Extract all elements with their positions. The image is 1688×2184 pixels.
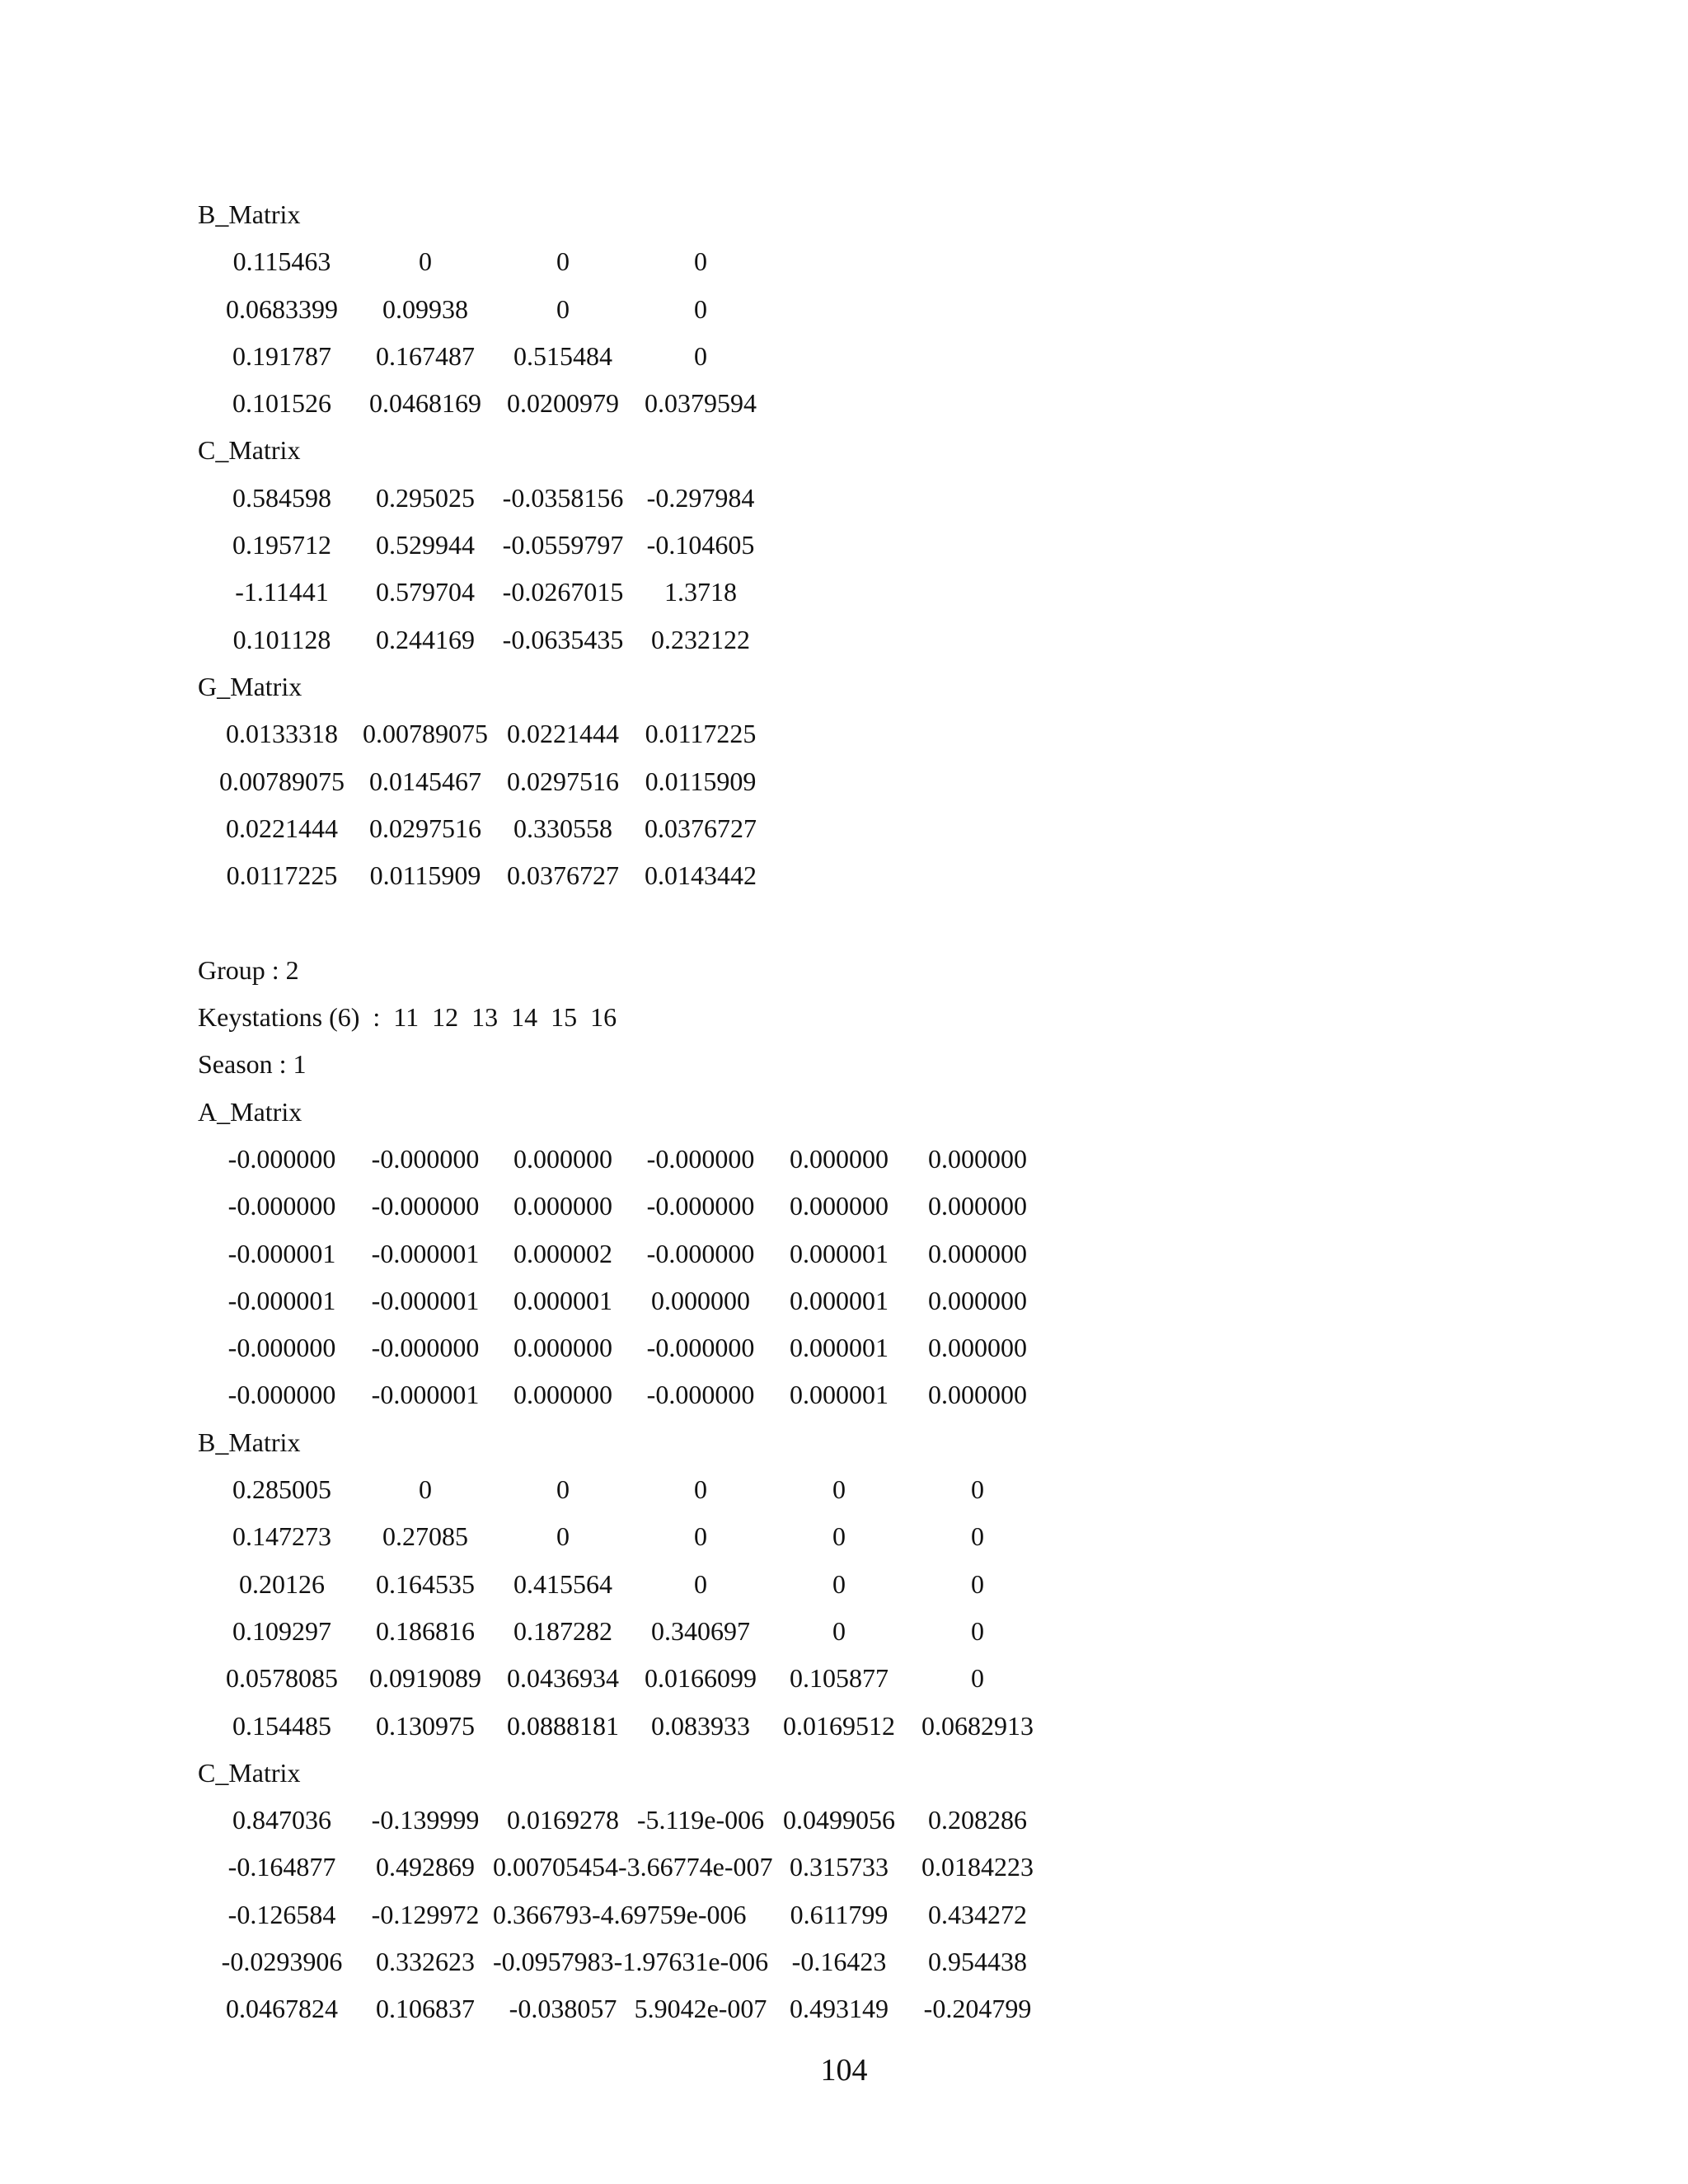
matrix-cell: -0.129972 <box>371 1899 480 1929</box>
matrix-cell: -0.0293906 <box>221 1946 343 1976</box>
matrix-row <box>198 380 757 427</box>
section-label: G_Matrix <box>198 671 302 701</box>
matrix-row <box>198 238 707 285</box>
matrix-row <box>198 710 757 757</box>
matrix-cell: 0.000000 <box>651 1285 750 1315</box>
matrix-cell: 0.130975 <box>376 1710 475 1741</box>
matrix-cell: -0.126584 <box>227 1899 336 1929</box>
matrix-cell: 0.584598 <box>232 482 331 513</box>
matrix-cell: 0 <box>556 246 570 277</box>
matrix-cell: 5.9042e-007 <box>634 1994 767 2024</box>
matrix-row <box>198 569 737 616</box>
matrix-cell: -0.0635435 <box>502 624 624 654</box>
matrix-cell: -0.0358156 <box>502 482 624 513</box>
matrix-row <box>198 1844 1034 1891</box>
matrix-cell: 0 <box>971 1615 984 1646</box>
matrix-cell: -0.104605 <box>646 530 755 560</box>
matrix-cell: 0.208286 <box>928 1805 1027 1835</box>
matrix-row <box>198 1371 1027 1418</box>
matrix-cell: -0.139999 <box>371 1805 480 1835</box>
matrix-cell: 0.105877 <box>790 1663 889 1694</box>
matrix-cell: 0.00789075 <box>219 766 345 796</box>
matrix-cell: 0.0376727 <box>507 860 619 891</box>
matrix-cell: 0.340697 <box>651 1615 750 1646</box>
matrix-cell: 0 <box>971 1663 984 1694</box>
matrix-cell: -0.000000 <box>227 1143 336 1174</box>
matrix-cell: 0.000000 <box>513 1380 612 1410</box>
matrix-cell: 0.232122 <box>651 624 750 654</box>
matrix-cell: 0.315733 <box>790 1852 889 1882</box>
matrix-row <box>198 475 755 522</box>
matrix-cell: -5.119e-006 <box>636 1805 765 1835</box>
matrix-cell: 0.000001 <box>790 1238 889 1268</box>
section-label: A_Matrix <box>198 1096 302 1127</box>
matrix-cell: 0.434272 <box>928 1899 1027 1929</box>
matrix-cell: 0.0166099 <box>645 1663 757 1694</box>
matrix-cell: 0.187282 <box>513 1615 612 1646</box>
matrix-cell: 0.0297516 <box>507 766 619 796</box>
matrix-cell: 0.000000 <box>513 1191 612 1221</box>
matrix-cell: 0 <box>694 1521 707 1552</box>
matrix-cell: 0.106837 <box>376 1994 475 2024</box>
matrix-cell: 0.0297516 <box>369 813 481 843</box>
section-label: B_Matrix <box>198 199 301 229</box>
matrix-cell: 0.00705454-3.66774e-007 <box>493 1852 773 1882</box>
matrix-cell: 0.0578085 <box>226 1663 338 1694</box>
section-label: C_Matrix <box>198 435 301 466</box>
matrix-cell: -0.000000 <box>371 1333 480 1363</box>
section-label: C_Matrix <box>198 1757 301 1788</box>
matrix-cell: 0.0169512 <box>783 1710 895 1741</box>
matrix-row <box>198 1797 1027 1844</box>
matrix-cell: -0.0267015 <box>502 577 624 607</box>
matrix-cell: 0.000000 <box>790 1143 889 1174</box>
matrix-row <box>198 805 757 852</box>
matrix-cell: 0.000001 <box>513 1285 612 1315</box>
matrix-cell: -0.000000 <box>227 1380 336 1410</box>
matrix-cell: -0.000000 <box>371 1191 480 1221</box>
matrix-cell: 0.0221444 <box>226 813 338 843</box>
matrix-cell: 0.154485 <box>232 1710 331 1741</box>
matrix-cell: -1.11441 <box>235 577 329 607</box>
matrix-cell: 0.000000 <box>513 1333 612 1363</box>
matrix-cell: 0.000001 <box>790 1333 889 1363</box>
matrix-cell: -0.000000 <box>646 1380 755 1410</box>
matrix-cell: 0 <box>694 340 707 371</box>
matrix-cell: 0.366793-4.69759e-006 <box>493 1899 747 1929</box>
matrix-cell: 0.09938 <box>382 293 468 324</box>
matrix-cell: 0.101526 <box>232 388 331 419</box>
matrix-row <box>198 1277 1027 1324</box>
matrix-cell: 0.295025 <box>376 482 475 513</box>
matrix-cell: 0.186816 <box>376 1615 475 1646</box>
matrix-cell: 0.000000 <box>928 1191 1027 1221</box>
matrix-row <box>198 1513 984 1560</box>
matrix-cell: 0.115463 <box>232 246 331 277</box>
matrix-row <box>198 616 750 663</box>
matrix-cell: 0.000000 <box>928 1238 1027 1268</box>
matrix-cell: 0 <box>832 1521 846 1552</box>
matrix-cell: 0 <box>419 246 432 277</box>
matrix-cell: 0.0184223 <box>921 1852 1034 1882</box>
matrix-cell: 0.415564 <box>513 1568 612 1599</box>
blank-line <box>198 899 617 946</box>
matrix-cell: 0 <box>694 246 707 277</box>
matrix-row <box>198 852 757 899</box>
matrix-row <box>198 1324 1027 1371</box>
matrix-cell: -0.000000 <box>646 1191 755 1221</box>
matrix-cell: 0.579704 <box>376 577 475 607</box>
matrix-cell: -0.000000 <box>646 1333 755 1363</box>
matrix-row <box>198 758 757 805</box>
matrix-cell: 0 <box>556 293 570 324</box>
matrix-row <box>198 1230 1027 1277</box>
matrix-cell: 0.195712 <box>232 530 331 560</box>
matrix-cell: 0.0468169 <box>369 388 481 419</box>
matrix-cell: -0.297984 <box>646 482 755 513</box>
matrix-cell: 0.529944 <box>376 530 475 560</box>
matrix-cell: 0.000002 <box>513 1238 612 1268</box>
matrix-cell: 0 <box>694 1474 707 1505</box>
matrix-cell: 0.083933 <box>651 1710 750 1741</box>
matrix-cell: 0 <box>556 1521 570 1552</box>
matrix-cell: 0 <box>832 1615 846 1646</box>
matrix-cell: 0.0117225 <box>226 860 338 891</box>
matrix-cell: 0.109297 <box>232 1615 331 1646</box>
matrix-cell: 0.0133318 <box>226 719 338 749</box>
matrix-cell: 0 <box>694 1568 707 1599</box>
matrix-cell: -0.164877 <box>227 1852 336 1882</box>
matrix-cell: 0 <box>419 1474 432 1505</box>
matrix-row <box>198 1655 984 1702</box>
matrix-listing <box>198 191 1034 2033</box>
matrix-cell: -0.000001 <box>371 1285 480 1315</box>
matrix-cell: -0.204799 <box>923 1994 1032 2024</box>
matrix-cell: 0.0117225 <box>645 719 757 749</box>
matrix-cell: 0.0145467 <box>369 766 481 796</box>
matrix-cell: 0.0888181 <box>507 1710 619 1741</box>
section-label: Season : 1 <box>198 1049 307 1080</box>
matrix-cell: 0.493149 <box>790 1994 889 2024</box>
matrix-row <box>198 1608 984 1655</box>
matrix-cell: -0.000000 <box>646 1238 755 1268</box>
matrix-cell: 0 <box>832 1568 846 1599</box>
matrix-cell: 0.000000 <box>790 1191 889 1221</box>
matrix-cell: 0.244169 <box>376 624 475 654</box>
matrix-cell: 0.0682913 <box>921 1710 1034 1741</box>
matrix-row <box>198 1938 1027 1985</box>
matrix-cell: 0.285005 <box>232 1474 331 1505</box>
matrix-cell: 0.164535 <box>376 1568 475 1599</box>
matrix-cell: 0 <box>971 1521 984 1552</box>
matrix-cell: 0 <box>832 1474 846 1505</box>
matrix-cell: 1.3718 <box>664 577 737 607</box>
matrix-cell: 0.611799 <box>790 1899 889 1929</box>
matrix-cell: 0.0499056 <box>783 1805 895 1835</box>
matrix-cell: 0.00789075 <box>363 719 488 749</box>
matrix-cell: -0.000000 <box>227 1191 336 1221</box>
matrix-cell: 0.0115909 <box>645 766 757 796</box>
matrix-cell: 0.0115909 <box>369 860 481 891</box>
matrix-cell: 0.492869 <box>376 1852 475 1882</box>
matrix-cell: -0.000001 <box>227 1285 336 1315</box>
matrix-cell: 0 <box>971 1474 984 1505</box>
matrix-row <box>198 1466 984 1513</box>
section-label: B_Matrix <box>198 1427 301 1457</box>
matrix-cell: 0.000000 <box>928 1333 1027 1363</box>
matrix-cell: 0.000000 <box>928 1143 1027 1174</box>
matrix-cell: -0.0957983-1.97631e-006 <box>493 1946 769 1976</box>
section-label: Keystations (6) : 11 12 13 14 15 16 <box>198 1002 617 1033</box>
matrix-row <box>198 522 755 569</box>
matrix-cell: 0.000000 <box>928 1285 1027 1315</box>
matrix-row <box>198 1891 1027 1938</box>
matrix-row <box>198 1561 984 1608</box>
matrix-row <box>198 1985 1032 2032</box>
matrix-cell: -0.000000 <box>227 1333 336 1363</box>
matrix-cell: 0 <box>694 293 707 324</box>
matrix-cell: 0.147273 <box>232 1521 331 1552</box>
matrix-cell: 0.191787 <box>232 340 331 371</box>
matrix-cell: 0 <box>971 1568 984 1599</box>
matrix-cell: -0.000001 <box>371 1380 480 1410</box>
matrix-cell: -0.16423 <box>791 1946 887 1976</box>
matrix-row <box>198 1703 1034 1750</box>
matrix-cell: 0.954438 <box>928 1946 1027 1976</box>
matrix-row <box>198 1183 1027 1230</box>
matrix-cell: 0.0200979 <box>507 388 619 419</box>
matrix-cell: 0.20126 <box>239 1568 325 1599</box>
matrix-cell: 0.847036 <box>232 1805 331 1835</box>
section-label: Group : 2 <box>198 954 299 985</box>
matrix-cell: 0.000001 <box>790 1285 889 1315</box>
page-number: 104 <box>820 2053 868 2088</box>
matrix-cell: -0.038057 <box>509 1994 617 2024</box>
matrix-row <box>198 333 707 380</box>
matrix-cell: -0.0559797 <box>502 530 624 560</box>
matrix-cell: 0 <box>556 1474 570 1505</box>
matrix-cell: 0.0169278 <box>507 1805 619 1835</box>
matrix-cell: 0.0143442 <box>645 860 757 891</box>
matrix-cell: -0.000001 <box>227 1238 336 1268</box>
matrix-cell: 0.0467824 <box>226 1994 338 2024</box>
matrix-cell: -0.000000 <box>371 1143 480 1174</box>
matrix-row <box>198 286 707 333</box>
matrix-cell: 0.0919089 <box>369 1663 481 1694</box>
matrix-cell: 0.27085 <box>382 1521 468 1552</box>
matrix-cell: 0.0379594 <box>645 388 757 419</box>
matrix-cell: 0.0221444 <box>507 719 619 749</box>
matrix-row <box>198 1136 1027 1183</box>
matrix-cell: -0.000001 <box>371 1238 480 1268</box>
matrix-cell: 0.0683399 <box>226 293 338 324</box>
matrix-cell: 0.000000 <box>513 1143 612 1174</box>
matrix-cell: 0.330558 <box>513 813 612 843</box>
matrix-cell: -0.000000 <box>646 1143 755 1174</box>
matrix-cell: 0.0436934 <box>507 1663 619 1694</box>
matrix-cell: 0.000000 <box>928 1380 1027 1410</box>
matrix-cell: 0.167487 <box>376 340 475 371</box>
matrix-cell: 0.515484 <box>513 340 612 371</box>
matrix-cell: 0.000001 <box>790 1380 889 1410</box>
matrix-cell: 0.101128 <box>232 624 331 654</box>
matrix-cell: 0.0376727 <box>645 813 757 843</box>
matrix-cell: 0.332623 <box>376 1946 475 1976</box>
